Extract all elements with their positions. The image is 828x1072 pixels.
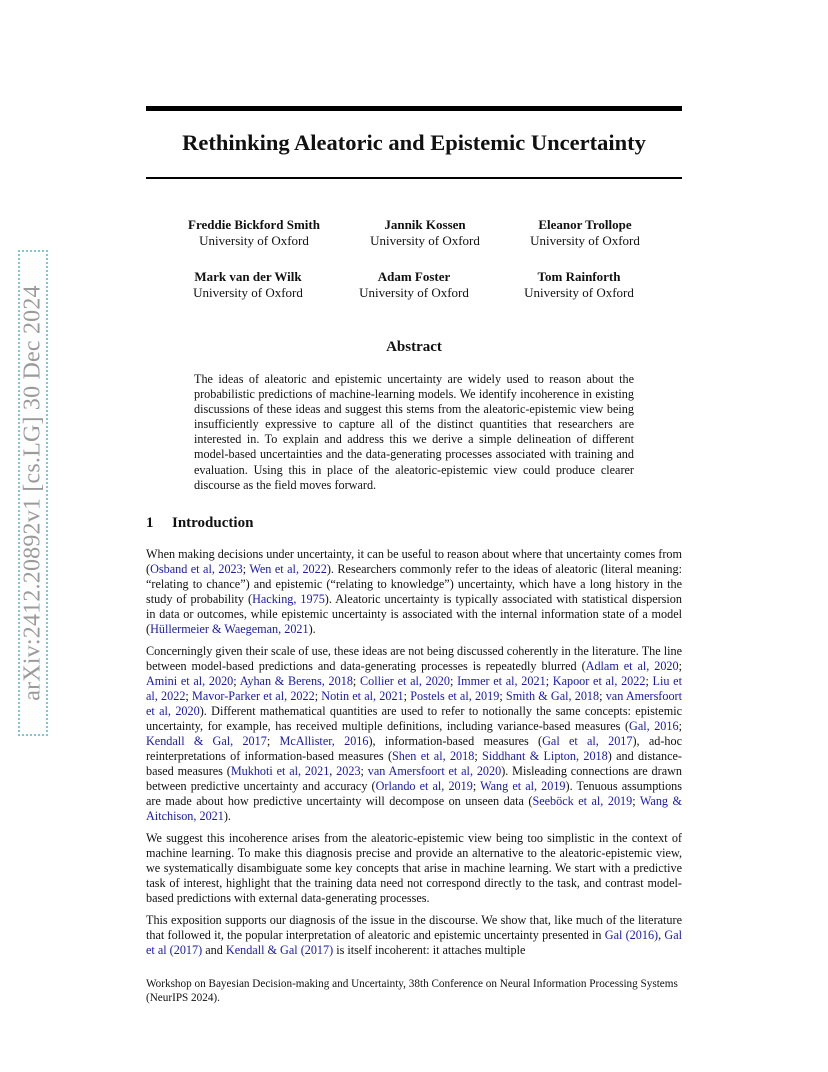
title-bottom-rule [146,177,682,179]
citation-link[interactable]: Gal (2016) [604,927,659,942]
author-affiliation: University of Oxford [370,233,480,248]
citation-link[interactable]: Notin et al, 2021 [321,688,404,703]
citation-link[interactable]: Mukhoti et al, 2021 [230,764,330,779]
paragraph-text: ; [403,688,411,703]
citation-link[interactable]: Adlam et al, 2020 [585,658,679,673]
author-block [154,217,354,249]
introduction-body [146,547,682,964]
author-name: Jannik Kossen [384,217,466,232]
author-name: Freddie Bickford Smith [188,217,320,232]
paragraph-text: ; [242,562,250,577]
paragraph-text: ). [308,622,316,637]
paragraph-text: This exposition supports our diagnosis of the issue in the discourse. We show that, like much of the literature that followed it, the popular interpretation of aleatoric and epistemic uncertainty presented in [146,912,682,942]
paragraph-text: ; [314,688,322,703]
section-number: 1 [146,515,154,531]
paragraph [146,547,682,637]
author-affiliation: University of Oxford [199,233,309,248]
paragraph-text: , [329,764,337,779]
section-heading [146,515,682,532]
citation-link[interactable]: Collier et al, 2020 [360,673,450,688]
author-name: Adam Foster [377,269,451,284]
paragraph-text: ; [472,779,481,794]
paragraph-text: ). Misleading connections are drawn between predictive uncertainty and accuracy ( [146,764,683,794]
author-affiliation: University of Oxford [193,285,303,300]
citation-link[interactable]: Amini et al, 2020 [146,673,234,688]
paragraph-text: ; [360,764,368,779]
citation-link[interactable]: Wen et al, 2022 [249,562,327,577]
paragraph-text: ; [678,658,683,673]
citation-link[interactable]: Hüllermeier & Waegeman, 2021 [150,622,309,637]
author-name: Tom Rainforth [537,269,621,284]
paragraph-text: When making decisions under uncertainty, it can be useful to reason about where that uncertainty comes from ( [146,547,682,577]
author-affiliation: University of Oxford [530,233,640,248]
citation-link[interactable]: van Amersfoort et al, 2020 [146,688,682,718]
paragraph-text: ). Aleatoric uncertainty is typically associated with statistical dispersion in data or outcomes, while epistemic uncertainty is associated with the internal information state of a model ( [146,592,682,637]
citation-link[interactable]: Wang & Aitchison, 2021 [146,794,682,824]
author-block [485,217,685,249]
paragraph-text: ), information-based measures ( [368,734,543,749]
citation-link[interactable]: van Amersfoort et al, 2020 [367,764,502,779]
paragraph-text: ; [599,688,606,703]
abstract-heading: Abstract [386,339,442,355]
abstract-text: The ideas of aleatoric and epistemic uncertainty are widely used to reason about the probabilistic predictions of machine-learning models. We identify incoherence in existing discussions of these ideas and suggest this stems from the aleatoric-epistemic view being insufficiently expressive to capture all of the distinct quantities that researchers are interested in. To explain and address this we derive a simple delineation of different model-based uncertainties and the data-generating processes associated with training and evaluation. Using this in place of the aleatoric-epistemic view could produce clearer discourse as the field moves forward. [194,372,634,492]
citation-link[interactable]: Wang et al, 2019 [480,779,566,794]
citation-link[interactable]: Postels et al, 2019 [410,688,500,703]
citation-link[interactable]: McAllister, 2016 [279,734,369,749]
author-affiliation: University of Oxford [359,285,469,300]
citation-link[interactable]: Ayhan & Berens, 2018 [239,673,353,688]
citation-link[interactable]: Immer et al, 2021 [457,673,546,688]
citation-link[interactable]: Shen et al, 2018 [392,749,475,764]
paragraph-text: ; [632,794,640,809]
paragraph-text: ). Different mathematical quantities are used to refer to notionally the same concepts: epistemic uncertainty, for example, has received multiple definitions, including variance-based measures ( [146,703,682,734]
paragraph-text: ; [678,719,682,734]
arxiv-identifier-stamp [18,250,48,736]
section-title: Introduction [172,515,254,531]
citation-link[interactable]: Mavor-Parker et al, 2022 [192,688,315,703]
citation-link[interactable]: Kapoor et al, 2022 [552,673,646,688]
paragraph [146,913,682,958]
citation-link[interactable]: Gal et al, 2017 [542,734,633,749]
paper-title: Rethinking Aleatoric and Epistemic Uncertainty [182,130,646,155]
paragraph-text: ; [474,749,483,764]
author-name: Mark van der Wilk [194,269,302,284]
paragraph-text: ) and distance-based measures ( [146,749,682,779]
paragraph [146,831,682,906]
paragraph-text: ). [223,809,231,824]
paragraph-text: ), ad-hoc reinterpretations of information-based measures ( [146,734,682,764]
citation-link[interactable]: Siddhant & Lipton, 2018 [482,749,608,764]
citation-link[interactable]: Orlando et al, 2019 [375,779,473,794]
citation-link[interactable]: 2023 [336,764,361,779]
citation-link[interactable]: Osband et al, 2023 [150,562,243,577]
paragraph-text: and [202,942,226,957]
paragraph [146,644,682,825]
paragraph-text: ; [645,673,653,688]
paragraph-text: ). Researchers commonly refer to the ideas of aleatoric (literal meaning: “relating to chance”) and epistemic (“relating to knowledge”) uncertainty, which have a long history in the study of probability ( [146,562,683,607]
citation-link[interactable]: Kendall & Gal, 2017 [146,734,267,749]
citation-link[interactable]: Hacking, 1975 [252,592,325,607]
paragraph-text: ; [266,734,280,749]
paragraph-text: ; [499,688,506,703]
venue-footnote: Workshop on Bayesian Decision-making and Uncertainty, 38th Conference on Neural Information Processing Systems (NeurIPS 2024). [146,978,678,1004]
paragraph-text: ). Tenuous assumptions are made about how predictive uncertainty will decompose on unseen data ( [146,779,682,809]
paragraph-text: ; [545,673,553,688]
title-top-rule [146,106,682,111]
paragraph-text: is itself incoherent: it attaches multiple [333,942,526,957]
paragraph-text: ; [449,673,458,688]
author-block [479,269,679,301]
paragraph-text: ; [185,688,192,703]
paragraph-text: We suggest this incoherence arises from the aleatoric-epistemic view being too simplistic in the context of machine learning. To make this diagnosis precise and provide an alternative to the aleatoric-epistemic view, we systematically disambiguate some key concepts that arise in machine learning. We start with a predictive task of interest, highlight that the training data need not correspond directly to the task, and contrast model-based predictions with external data-generating processes. [146,830,682,906]
author-affiliation: University of Oxford [524,285,634,300]
citation-link[interactable]: Gal et al (2017) [146,927,683,957]
paragraph-text: ; [352,673,361,688]
arxiv-identifier-text: arXiv:2412.20892v1 [cs.LG] 30 Dec 2024 [19,285,46,701]
paragraph-text: Concerningly given their scale of use, these ideas are not being discussed coherently in the literature. The line between model-based predictions and data-generating processes is repeatedly blurred ( [146,643,682,673]
citation-link[interactable]: Liu et al, 2022 [146,673,682,703]
author-name: Eleanor Trollope [538,217,632,232]
paragraph-text: ; [233,673,240,688]
paragraph-text: , [658,927,665,942]
citation-link[interactable]: Seeböck et al, 2019 [532,794,633,809]
citation-link[interactable]: Gal, 2016 [629,719,679,734]
citation-link[interactable]: Kendall & Gal (2017) [225,942,334,957]
citation-link[interactable]: Smith & Gal, 2018 [505,688,600,703]
